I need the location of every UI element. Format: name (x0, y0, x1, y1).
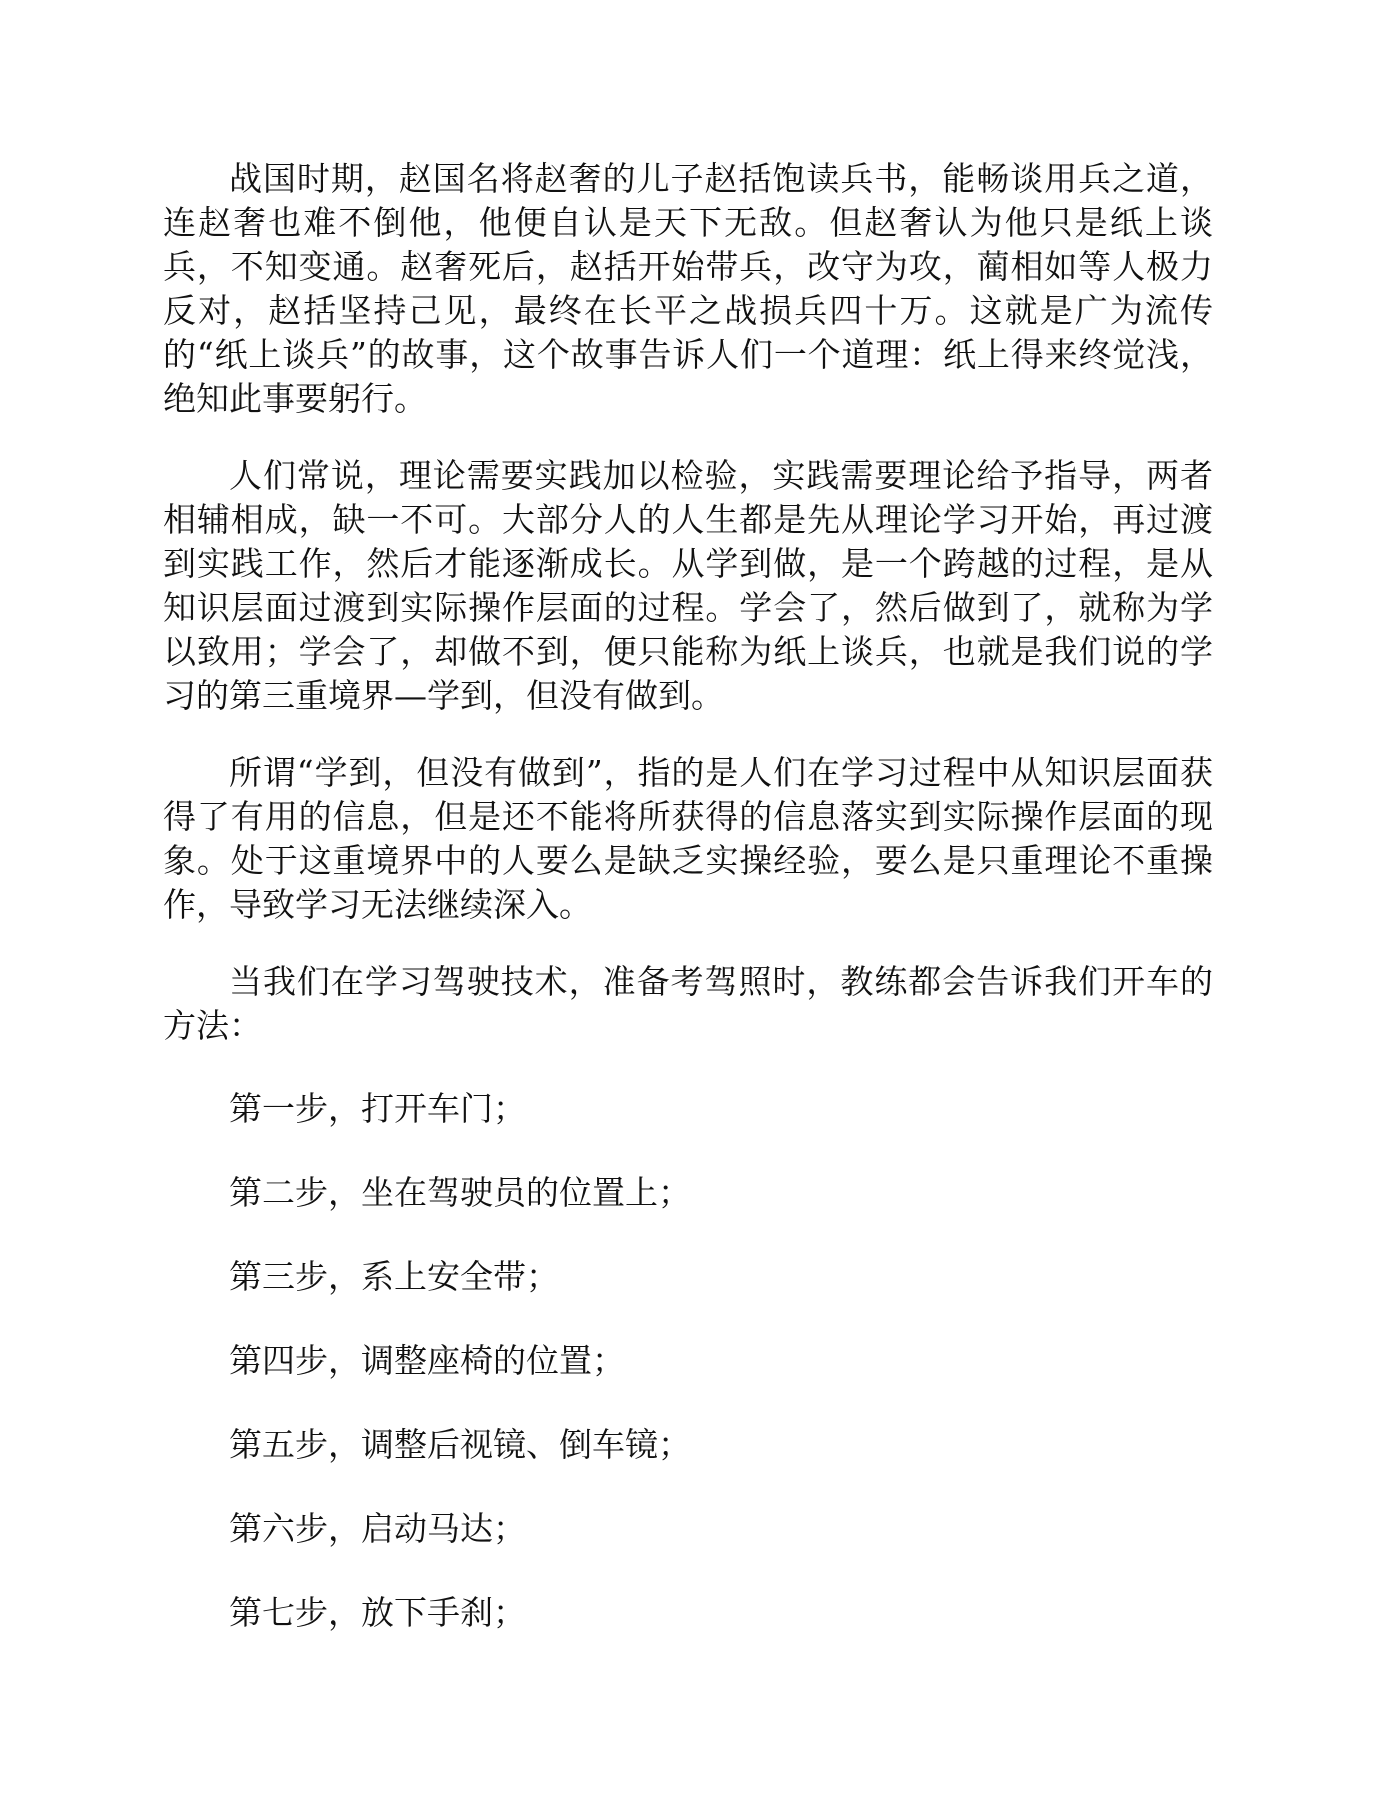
step-item: 第六步，启动马达； (229, 1509, 526, 1548)
step-item: 第三步，系上安全带； (229, 1257, 559, 1296)
paragraph-theory-practice: 人们常说，理论需要实践加以检验，实践需要理论给予指导，两者相辅相成，缺一不可。大部分人的人生都是先从理论学习开始，再过渡到实践工作，然后才能逐渐成长。从学到做，是一个跨越的过程，是从知识层面过渡到实际操作层面的过程。学会了，然后做到了，就称为学以致用；学会了，却做不到，便只能称为纸上谈兵，也就是我们说的学习的第三重境界—学到，但没有做到。 (163, 456, 1213, 715)
step-item: 第一步，打开车门； (229, 1089, 526, 1128)
paragraph-learned-not-done: 所谓“学到，但没有做到”，指的是人们在学习过程中从知识层面获得了有用的信息，但是还不能将所获得的信息落实到实际操作层面的现象。处于这重境界中的人要么是缺乏实操经验，要么是只重理论不重操作，导致学习无法继续深入。 (163, 753, 1213, 924)
driving-steps-list (163, 1087, 1213, 1635)
document-page (163, 157, 1213, 1635)
paragraph-zhao-kuo-story: 战国时期，赵国名将赵奢的儿子赵括饱读兵书，能畅谈用兵之道，连赵奢也难不倒他，他便自认是天下无敌。但赵奢认为他只是纸上谈兵，不知变通。赵奢死后，赵括开始带兵，改守为攻，蔺相如等人极力反对，赵括坚持己见，最终在长平之战损兵四十万。这就是广为流传的“纸上谈兵”的故事，这个故事告诉人们一个道理：纸上得来终觉浅，绝知此事要躬行。 (163, 159, 1213, 418)
step-item: 第七步，放下手刹； (229, 1593, 526, 1632)
paragraph-driving-intro: 当我们在学习驾驶技术，准备考驾照时，教练都会告诉我们开车的方法： (163, 962, 1213, 1045)
step-item: 第二步，坐在驾驶员的位置上； (229, 1173, 691, 1212)
step-item: 第四步，调整座椅的位置； (229, 1341, 625, 1380)
step-item: 第五步，调整后视镜、倒车镜； (229, 1425, 691, 1464)
